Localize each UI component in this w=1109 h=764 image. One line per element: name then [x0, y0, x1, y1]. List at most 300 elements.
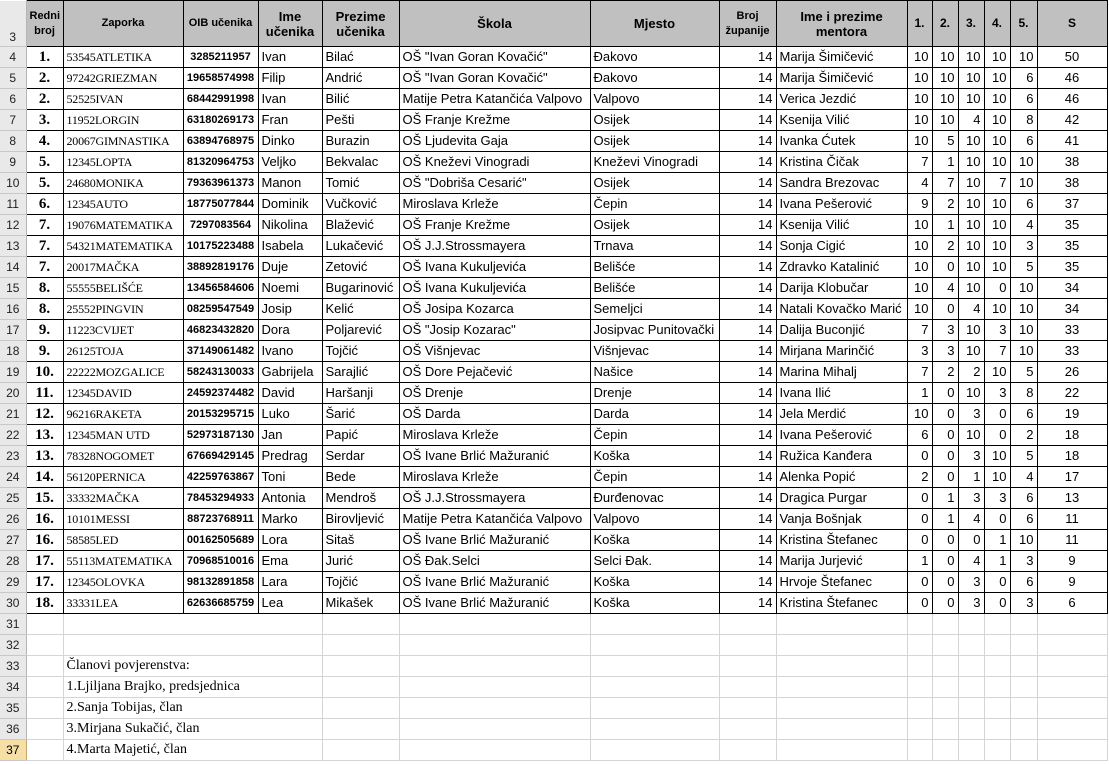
mentor-cell[interactable]: Marija Šimičević	[776, 68, 907, 89]
mentor-cell[interactable]: Verica Jezdić	[776, 89, 907, 110]
first-name-cell[interactable]: Duje	[258, 257, 322, 278]
school-cell[interactable]: OŠ Ivana Kukuljevića	[399, 278, 590, 299]
last-name-cell[interactable]: Mendroš	[322, 488, 399, 509]
score-cell-3[interactable]: 4	[958, 110, 984, 131]
score-cell-5[interactable]: 5	[1010, 257, 1037, 278]
score-cell-2[interactable]: 0	[932, 530, 958, 551]
score-cell-2[interactable]: 0	[932, 467, 958, 488]
empty-cell[interactable]	[26, 677, 63, 698]
score-cell-1[interactable]: 10	[907, 110, 932, 131]
county-cell[interactable]: 14	[719, 425, 776, 446]
score-cell-1[interactable]: 1	[907, 551, 932, 572]
total-cell[interactable]: 13	[1037, 488, 1107, 509]
score-cell-2[interactable]: 10	[932, 89, 958, 110]
row-number[interactable]: 32	[0, 635, 26, 656]
rank-cell[interactable]: 10.	[26, 362, 63, 383]
last-name-cell[interactable]: Pešti	[322, 110, 399, 131]
school-cell[interactable]: OŠ Josipa Kozarca	[399, 299, 590, 320]
last-name-cell[interactable]: Papić	[322, 425, 399, 446]
oib-cell[interactable]: 79363961373	[183, 173, 258, 194]
oib-cell[interactable]: 37149061482	[183, 341, 258, 362]
score-cell-3[interactable]: 10	[958, 341, 984, 362]
county-cell[interactable]: 14	[719, 509, 776, 530]
mentor-cell[interactable]: Darija Klobučar	[776, 278, 907, 299]
empty-cell[interactable]	[590, 656, 719, 677]
header-cell-zadatak-1[interactable]: 1.	[907, 1, 932, 47]
score-cell-3[interactable]: 1	[958, 467, 984, 488]
score-cell-3[interactable]: 10	[958, 425, 984, 446]
school-cell[interactable]: OŠ "Ivan Goran Kovačić"	[399, 47, 590, 68]
score-cell-1[interactable]: 3	[907, 341, 932, 362]
county-cell[interactable]: 14	[719, 131, 776, 152]
oib-cell[interactable]: 81320964753	[183, 152, 258, 173]
score-cell-3[interactable]: 10	[958, 236, 984, 257]
rank-cell[interactable]: 2.	[26, 68, 63, 89]
last-name-cell[interactable]: Zetović	[322, 257, 399, 278]
last-name-cell[interactable]: Bilić	[322, 89, 399, 110]
score-cell-4[interactable]: 3	[984, 488, 1010, 509]
password-cell[interactable]: 56120PERNICA	[63, 467, 183, 488]
score-cell-2[interactable]: 10	[932, 110, 958, 131]
score-cell-3[interactable]: 3	[958, 572, 984, 593]
score-cell-1[interactable]: 10	[907, 278, 932, 299]
total-cell[interactable]: 6	[1037, 593, 1107, 614]
total-cell[interactable]: 9	[1037, 551, 1107, 572]
password-cell[interactable]: 55555BELIŠĆE	[63, 278, 183, 299]
school-cell[interactable]: OŠ "Ivan Goran Kovačić"	[399, 68, 590, 89]
score-cell-2[interactable]: 1	[932, 215, 958, 236]
row-number[interactable]: 21	[0, 404, 26, 425]
school-cell[interactable]: OŠ J.J.Strossmayera	[399, 236, 590, 257]
row-number[interactable]: 35	[0, 698, 26, 719]
empty-cell[interactable]	[1037, 740, 1107, 761]
score-cell-4[interactable]: 10	[984, 215, 1010, 236]
score-cell-2[interactable]: 5	[932, 131, 958, 152]
row-number[interactable]: 15	[0, 278, 26, 299]
score-cell-4[interactable]: 1	[984, 530, 1010, 551]
total-cell[interactable]: 9	[1037, 572, 1107, 593]
mentor-cell[interactable]: Kristina Štefanec	[776, 530, 907, 551]
school-cell[interactable]: OŠ Ivane Brlić Mažuranić	[399, 572, 590, 593]
first-name-cell[interactable]: Josip	[258, 299, 322, 320]
score-cell-4[interactable]: 3	[984, 383, 1010, 404]
empty-cell[interactable]	[776, 698, 907, 719]
score-cell-5[interactable]: 2	[1010, 425, 1037, 446]
first-name-cell[interactable]: Gabrijela	[258, 362, 322, 383]
empty-cell[interactable]	[1037, 677, 1107, 698]
score-cell-2[interactable]: 0	[932, 257, 958, 278]
password-cell[interactable]: 78328NOGOMET	[63, 446, 183, 467]
total-cell[interactable]: 19	[1037, 404, 1107, 425]
header-cell-zadatak-3[interactable]: 3.	[958, 1, 984, 47]
total-cell[interactable]: 46	[1037, 89, 1107, 110]
first-name-cell[interactable]: Toni	[258, 467, 322, 488]
county-cell[interactable]: 14	[719, 89, 776, 110]
rank-cell[interactable]: 5.	[26, 173, 63, 194]
row-number[interactable]: 5	[0, 68, 26, 89]
empty-cell[interactable]	[932, 614, 958, 635]
score-cell-4[interactable]: 10	[984, 194, 1010, 215]
password-cell[interactable]: 22222MOZGALICE	[63, 362, 183, 383]
empty-cell[interactable]	[984, 635, 1010, 656]
county-cell[interactable]: 14	[719, 404, 776, 425]
row-number[interactable]: 16	[0, 299, 26, 320]
oib-cell[interactable]: 67669429145	[183, 446, 258, 467]
score-cell-2[interactable]: 0	[932, 425, 958, 446]
empty-cell[interactable]	[907, 740, 932, 761]
row-number[interactable]: 7	[0, 110, 26, 131]
score-cell-5[interactable]: 8	[1010, 383, 1037, 404]
score-cell-5[interactable]: 8	[1010, 110, 1037, 131]
mentor-cell[interactable]: Sandra Brezovac	[776, 173, 907, 194]
score-cell-2[interactable]: 0	[932, 446, 958, 467]
last-name-cell[interactable]: Bede	[322, 467, 399, 488]
empty-cell[interactable]	[590, 740, 719, 761]
oib-cell[interactable]: 00162505689	[183, 530, 258, 551]
score-cell-2[interactable]: 1	[932, 488, 958, 509]
city-cell[interactable]: Josipvac Punitovački	[590, 320, 719, 341]
rank-cell[interactable]: 9.	[26, 341, 63, 362]
county-cell[interactable]: 14	[719, 551, 776, 572]
total-cell[interactable]: 42	[1037, 110, 1107, 131]
empty-cell[interactable]	[984, 698, 1010, 719]
empty-cell[interactable]	[719, 656, 776, 677]
last-name-cell[interactable]: Jurić	[322, 551, 399, 572]
row-number[interactable]: 10	[0, 173, 26, 194]
rank-cell[interactable]: 17.	[26, 572, 63, 593]
oib-cell[interactable]: 24592374482	[183, 383, 258, 404]
score-cell-2[interactable]: 0	[932, 299, 958, 320]
city-cell[interactable]: Čepin	[590, 194, 719, 215]
county-cell[interactable]: 14	[719, 194, 776, 215]
password-cell[interactable]: 19076MATEMATIKA	[63, 215, 183, 236]
mentor-cell[interactable]: Jela Merdić	[776, 404, 907, 425]
last-name-cell[interactable]: Birovljević	[322, 509, 399, 530]
mentor-cell[interactable]: Ivana Ilić	[776, 383, 907, 404]
row-number[interactable]: 27	[0, 530, 26, 551]
last-name-cell[interactable]: Sitaš	[322, 530, 399, 551]
header-cell-zadatak-4[interactable]: 4.	[984, 1, 1010, 47]
mentor-cell[interactable]: Ksenija Vilić	[776, 215, 907, 236]
row-number[interactable]: 34	[0, 677, 26, 698]
header-cell-mentor[interactable]: Ime i prezime mentora	[776, 1, 907, 47]
row-number[interactable]: 23	[0, 446, 26, 467]
first-name-cell[interactable]: Marko	[258, 509, 322, 530]
school-cell[interactable]: Matije Petra Katančića Valpovo	[399, 509, 590, 530]
score-cell-1[interactable]: 0	[907, 446, 932, 467]
empty-cell[interactable]	[1010, 698, 1037, 719]
score-cell-5[interactable]: 6	[1010, 68, 1037, 89]
empty-cell[interactable]	[907, 614, 932, 635]
oib-cell[interactable]: 13456584606	[183, 278, 258, 299]
empty-cell[interactable]	[719, 635, 776, 656]
rank-cell[interactable]: 16.	[26, 530, 63, 551]
score-cell-3[interactable]: 3	[958, 404, 984, 425]
header-cell-mjesto[interactable]: Mjesto	[590, 1, 719, 47]
school-cell[interactable]: OŠ Franje Krežme	[399, 110, 590, 131]
last-name-cell[interactable]: Tojčić	[322, 341, 399, 362]
first-name-cell[interactable]: Lora	[258, 530, 322, 551]
score-cell-5[interactable]: 5	[1010, 362, 1037, 383]
empty-cell[interactable]	[399, 740, 590, 761]
oib-cell[interactable]: 62636685759	[183, 593, 258, 614]
score-cell-2[interactable]: 0	[932, 593, 958, 614]
score-cell-5[interactable]: 10	[1010, 152, 1037, 173]
score-cell-3[interactable]: 10	[958, 320, 984, 341]
password-cell[interactable]: 33331LEA	[63, 593, 183, 614]
row-number[interactable]: 4	[0, 47, 26, 68]
score-cell-4[interactable]: 10	[984, 152, 1010, 173]
score-cell-1[interactable]: 0	[907, 530, 932, 551]
password-cell[interactable]: 24680MONIKA	[63, 173, 183, 194]
row-number[interactable]: 9	[0, 152, 26, 173]
score-cell-4[interactable]: 0	[984, 278, 1010, 299]
school-cell[interactable]: OŠ J.J.Strossmayera	[399, 488, 590, 509]
mentor-cell[interactable]: Kristina Čičak	[776, 152, 907, 173]
oib-cell[interactable]: 78453294933	[183, 488, 258, 509]
header-cell-ime[interactable]: Ime učenika	[258, 1, 322, 47]
score-cell-5[interactable]: 6	[1010, 509, 1037, 530]
first-name-cell[interactable]: Ivan	[258, 89, 322, 110]
mentor-cell[interactable]: Natali Kovačko Marić	[776, 299, 907, 320]
first-name-cell[interactable]: Luko	[258, 404, 322, 425]
last-name-cell[interactable]: Bilać	[322, 47, 399, 68]
total-cell[interactable]: 37	[1037, 194, 1107, 215]
total-cell[interactable]: 33	[1037, 341, 1107, 362]
score-cell-5[interactable]: 10	[1010, 47, 1037, 68]
empty-cell[interactable]	[590, 719, 719, 740]
empty-cell[interactable]	[776, 656, 907, 677]
score-cell-4[interactable]: 10	[984, 362, 1010, 383]
rank-cell[interactable]: 9.	[26, 320, 63, 341]
oib-cell[interactable]: 68442991998	[183, 89, 258, 110]
last-name-cell[interactable]: Tojčić	[322, 572, 399, 593]
score-cell-4[interactable]: 10	[984, 68, 1010, 89]
oib-cell[interactable]: 88723768911	[183, 509, 258, 530]
row-number[interactable]: 14	[0, 257, 26, 278]
county-cell[interactable]: 14	[719, 47, 776, 68]
score-cell-3[interactable]: 0	[958, 530, 984, 551]
password-cell[interactable]: 54321MATEMATIKA	[63, 236, 183, 257]
score-cell-4[interactable]: 10	[984, 131, 1010, 152]
school-cell[interactable]: OŠ Drenje	[399, 383, 590, 404]
password-cell[interactable]: 10101MESSI	[63, 509, 183, 530]
score-cell-2[interactable]: 3	[932, 341, 958, 362]
score-cell-3[interactable]: 4	[958, 509, 984, 530]
score-cell-1[interactable]: 10	[907, 68, 932, 89]
row-number[interactable]: 13	[0, 236, 26, 257]
password-cell[interactable]: 33332MAČKA	[63, 488, 183, 509]
oib-cell[interactable]: 7297083564	[183, 215, 258, 236]
score-cell-1[interactable]: 10	[907, 404, 932, 425]
empty-cell[interactable]	[958, 677, 984, 698]
score-cell-5[interactable]: 10	[1010, 299, 1037, 320]
score-cell-2[interactable]: 0	[932, 383, 958, 404]
empty-cell[interactable]	[719, 740, 776, 761]
mentor-cell[interactable]: Ivana Pešerović	[776, 425, 907, 446]
score-cell-2[interactable]: 0	[932, 404, 958, 425]
password-cell[interactable]: 53545ATLETIKA	[63, 47, 183, 68]
school-cell[interactable]: OŠ "Josip Kozarac"	[399, 320, 590, 341]
empty-cell[interactable]	[907, 698, 932, 719]
mentor-cell[interactable]: Ivana Pešerović	[776, 194, 907, 215]
score-cell-4[interactable]: 3	[984, 320, 1010, 341]
empty-cell[interactable]	[984, 719, 1010, 740]
row-number[interactable]: 8	[0, 131, 26, 152]
score-cell-2[interactable]: 0	[932, 551, 958, 572]
total-cell[interactable]: 34	[1037, 278, 1107, 299]
mentor-cell[interactable]: Kristina Štefanec	[776, 593, 907, 614]
rank-cell[interactable]: 4.	[26, 131, 63, 152]
score-cell-1[interactable]: 10	[907, 257, 932, 278]
oib-cell[interactable]: 19658574998	[183, 68, 258, 89]
rank-cell[interactable]: 8.	[26, 278, 63, 299]
score-cell-1[interactable]: 0	[907, 509, 932, 530]
empty-cell[interactable]	[984, 656, 1010, 677]
mentor-cell[interactable]: Sonja Cigić	[776, 236, 907, 257]
first-name-cell[interactable]: Predrag	[258, 446, 322, 467]
total-cell[interactable]: 26	[1037, 362, 1107, 383]
last-name-cell[interactable]: Lukačević	[322, 236, 399, 257]
score-cell-4[interactable]: 0	[984, 509, 1010, 530]
empty-cell[interactable]	[776, 614, 907, 635]
total-cell[interactable]: 33	[1037, 320, 1107, 341]
empty-cell[interactable]	[776, 719, 907, 740]
empty-cell[interactable]	[322, 677, 399, 698]
city-cell[interactable]: Belišće	[590, 257, 719, 278]
rank-cell[interactable]: 15.	[26, 488, 63, 509]
rank-cell[interactable]: 7.	[26, 236, 63, 257]
mentor-cell[interactable]: Ružica Kanđera	[776, 446, 907, 467]
first-name-cell[interactable]: Veljko	[258, 152, 322, 173]
password-cell[interactable]: 26125TOJA	[63, 341, 183, 362]
note-text[interactable]: 3.Mirjana Sukačić, član	[63, 719, 322, 740]
city-cell[interactable]: Trnava	[590, 236, 719, 257]
empty-cell[interactable]	[322, 656, 399, 677]
last-name-cell[interactable]: Mikašek	[322, 593, 399, 614]
county-cell[interactable]: 14	[719, 383, 776, 404]
score-cell-2[interactable]: 2	[932, 194, 958, 215]
note-text[interactable]: 1.Ljiljana Brajko, predsjednica	[63, 677, 322, 698]
score-cell-5[interactable]: 10	[1010, 341, 1037, 362]
score-cell-4[interactable]: 0	[984, 593, 1010, 614]
empty-cell[interactable]	[907, 719, 932, 740]
score-cell-4[interactable]: 0	[984, 404, 1010, 425]
row-number[interactable]: 37	[0, 740, 26, 761]
score-cell-4[interactable]: 0	[984, 572, 1010, 593]
first-name-cell[interactable]: Ema	[258, 551, 322, 572]
row-number[interactable]: 12	[0, 215, 26, 236]
password-cell[interactable]: 96216RAKETA	[63, 404, 183, 425]
empty-cell[interactable]	[958, 719, 984, 740]
empty-cell[interactable]	[26, 614, 63, 635]
row-number[interactable]: 29	[0, 572, 26, 593]
score-cell-5[interactable]: 10	[1010, 320, 1037, 341]
city-cell[interactable]: Selci Đak.	[590, 551, 719, 572]
score-cell-5[interactable]: 6	[1010, 194, 1037, 215]
empty-cell[interactable]	[932, 740, 958, 761]
mentor-cell[interactable]: Marija Jurjević	[776, 551, 907, 572]
score-cell-1[interactable]: 0	[907, 488, 932, 509]
school-cell[interactable]: Miroslava Krleže	[399, 467, 590, 488]
row-number[interactable]: 24	[0, 467, 26, 488]
total-cell[interactable]: 11	[1037, 530, 1107, 551]
rank-cell[interactable]: 11.	[26, 383, 63, 404]
county-cell[interactable]: 14	[719, 488, 776, 509]
rank-cell[interactable]: 16.	[26, 509, 63, 530]
score-cell-5[interactable]: 6	[1010, 89, 1037, 110]
total-cell[interactable]: 46	[1037, 68, 1107, 89]
score-cell-5[interactable]: 6	[1010, 572, 1037, 593]
header-cell-skola[interactable]: Škola	[399, 1, 590, 47]
empty-cell[interactable]	[1037, 635, 1107, 656]
row-number[interactable]: 3	[0, 1, 26, 47]
city-cell[interactable]: Đakovo	[590, 68, 719, 89]
password-cell[interactable]: 12345AUTO	[63, 194, 183, 215]
mentor-cell[interactable]: Hrvoje Štefanec	[776, 572, 907, 593]
score-cell-3[interactable]: 2	[958, 362, 984, 383]
mentor-cell[interactable]: Marina Mihalj	[776, 362, 907, 383]
county-cell[interactable]: 14	[719, 278, 776, 299]
header-cell-zadatak-2[interactable]: 2.	[932, 1, 958, 47]
empty-cell[interactable]	[958, 614, 984, 635]
empty-cell[interactable]	[63, 635, 322, 656]
total-cell[interactable]: 38	[1037, 152, 1107, 173]
first-name-cell[interactable]: Noemi	[258, 278, 322, 299]
empty-cell[interactable]	[399, 614, 590, 635]
school-cell[interactable]: OŠ Dore Pejačević	[399, 362, 590, 383]
city-cell[interactable]: Koška	[590, 446, 719, 467]
score-cell-1[interactable]: 6	[907, 425, 932, 446]
row-number[interactable]: 33	[0, 656, 26, 677]
oib-cell[interactable]: 98132891858	[183, 572, 258, 593]
empty-cell[interactable]	[907, 656, 932, 677]
city-cell[interactable]: Čepin	[590, 467, 719, 488]
last-name-cell[interactable]: Andrić	[322, 68, 399, 89]
mentor-cell[interactable]: Alenka Popić	[776, 467, 907, 488]
header-cell-zadatak-5[interactable]: 5.	[1010, 1, 1037, 47]
county-cell[interactable]: 14	[719, 68, 776, 89]
city-cell[interactable]: Našice	[590, 362, 719, 383]
password-cell[interactable]: 11952LORGIN	[63, 110, 183, 131]
password-cell[interactable]: 11223CVIJET	[63, 320, 183, 341]
school-cell[interactable]: OŠ Kneževi Vinogradi	[399, 152, 590, 173]
city-cell[interactable]: Višnjevac	[590, 341, 719, 362]
note-text[interactable]: 2.Sanja Tobijas, član	[63, 698, 322, 719]
empty-cell[interactable]	[26, 635, 63, 656]
county-cell[interactable]: 14	[719, 530, 776, 551]
score-cell-2[interactable]: 10	[932, 47, 958, 68]
password-cell[interactable]: 58585LED	[63, 530, 183, 551]
password-cell[interactable]: 12345DAVID	[63, 383, 183, 404]
oib-cell[interactable]: 58243130033	[183, 362, 258, 383]
row-number[interactable]: 25	[0, 488, 26, 509]
first-name-cell[interactable]: Isabela	[258, 236, 322, 257]
rank-cell[interactable]: 12.	[26, 404, 63, 425]
city-cell[interactable]: Koška	[590, 572, 719, 593]
empty-cell[interactable]	[1010, 740, 1037, 761]
last-name-cell[interactable]: Bekvalac	[322, 152, 399, 173]
last-name-cell[interactable]: Vučković	[322, 194, 399, 215]
score-cell-2[interactable]: 0	[932, 572, 958, 593]
city-cell[interactable]: Osijek	[590, 173, 719, 194]
mentor-cell[interactable]: Vanja Bošnjak	[776, 509, 907, 530]
score-cell-3[interactable]: 10	[958, 173, 984, 194]
score-cell-5[interactable]: 3	[1010, 593, 1037, 614]
score-cell-4[interactable]: 1	[984, 551, 1010, 572]
last-name-cell[interactable]: Sarajlić	[322, 362, 399, 383]
city-cell[interactable]: Valpovo	[590, 509, 719, 530]
